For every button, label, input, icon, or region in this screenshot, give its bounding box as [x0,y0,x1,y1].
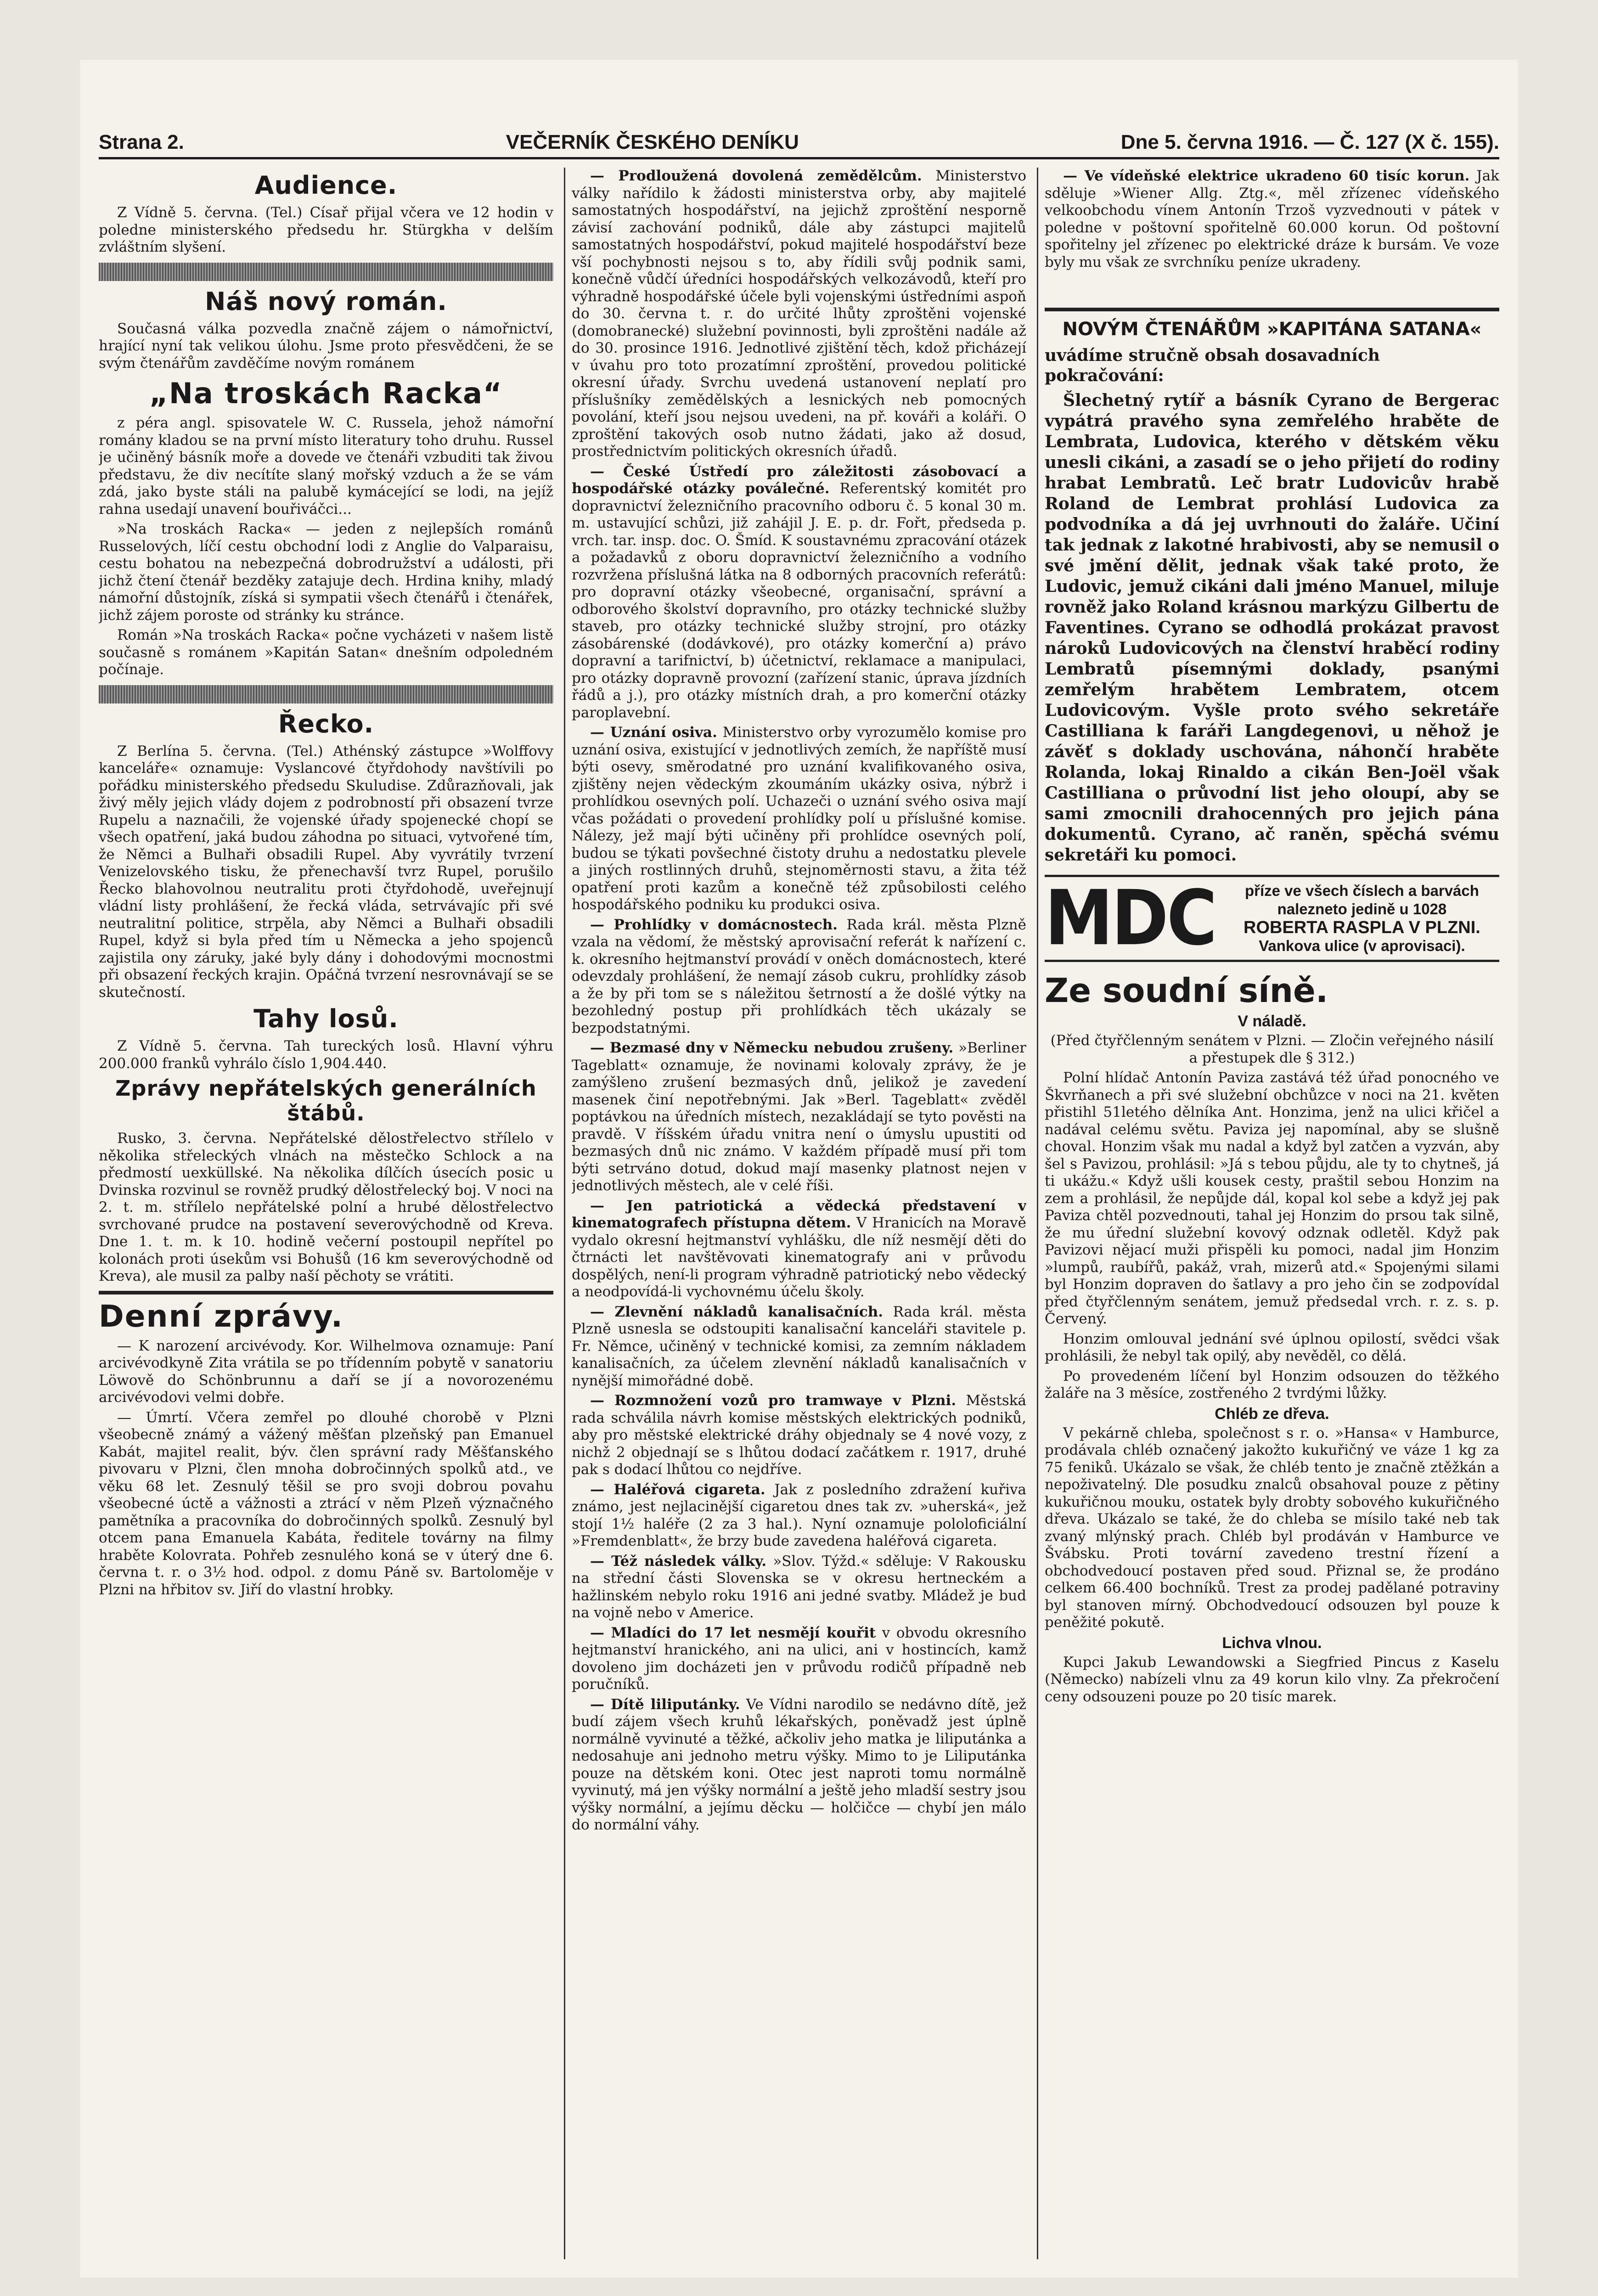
article-body: Z Vídně 5. června. (Tel.) Císař přijal včera ve 12 hodin v poledne ministerského předsedu hr. Stürgkha v delším zvláštním slyšení. [99,204,553,255]
page-number: Strana 2. [99,131,184,153]
news-lead: — Prohlídky v domácnostech. [590,916,838,933]
case-body: Kupci Jakub Lewandowski a Siegfried Pincus z Kaselu (Německo) nabízeli vlnu za 49 korun kilo vlny. Za překročení ceny odsouzeni pouze po 20 tisíc marek. [1045,1654,1499,1705]
newspaper-page [80,60,1518,2278]
news-item [572,1625,1026,1694]
page-header [99,122,1499,154]
article-body: Román »Na troskách Racka« počne vycházeti v našem listě současně s románem »Kapitán Satan« dnešním odpoledném počínaje. [99,627,553,678]
case-body: Polní hlídač Antonín Paviza zastává též úřad ponocného ve Škvrňanech a při své služební obchůzce v noci na 21. květen přistihl 51letého dělníka Ant. Honzima, jenž na ulici křičel a nadával celému světu. Paviza jej napomínal, aby se slušně choval. Honzim však mu nadal a když byl zatčen a vyzván, aby šel s Pavizou, prohlásil: »Já s tebou půjdu, ale ty to chytneš, já ti ukážu.« Když ušli kousek cesty, praštil sebou Honzim na zem a prohlásil, že nepůjde dál, kopal kol sebe a když jej pak Paviza chtěl pozvednouti, tahal jej Honzim do prsou tak silně, že mu úřední služební kovový odznak odletěl. Když pak Pavizovi nějací muži přispěli ku pomoci, nadal jim Honzim »lumpů, raubířů, pakáž, vrah, mizerů atd.« Spojenými silami byl Honzim dopraven do šatlavy a pro jeho čin se zodpovídal před čtyřčlenným senátem, jemuž předsedal vrch. r. z. s. p. Červený. [1045,1069,1499,1327]
news-lead: — Haléřová cigareta. [590,1481,765,1498]
article-body: Současná válka pozvedla značně zájem o námořnictví, hrající nyní tak velikou úlohu. Jsme proto přesvědčeni, že se svým čtenářům zavděčíme novým románem [99,320,553,371]
ornament-divider [99,685,553,703]
news-lead: — Prodloužená dovolená zemědělcům. [590,168,922,184]
news-item [572,1198,1026,1301]
news-item [572,1553,1026,1622]
column-2 [572,168,1026,2259]
ad-line: ROBERTA RASPLA V PLZNI. [1244,918,1480,937]
section-title-soud: Ze soudní síně. [1045,971,1328,1010]
news-text: v obvodu okresního hejtmanství hranického, ani na ulici, ani v hostincích, kamž dovoleno jim docházeti jen v průvodu rodičů případně neb poručníků. [572,1624,1026,1693]
ad-text [1225,882,1499,955]
news-item [572,1696,1026,1834]
news-text: V Hranicích na Moravě vydalo okresní hejtmanství vyhlášku, dle níž nesmějí děti do čtrnácti let navštěvovati kinematografy ani v průvodu dospělých, není-li program výhradně patriotický nebo vědecký a neodpovídá-li vychovnému účelu školy. [572,1215,1026,1300]
news-text: Ministerstvo války nařídilo k žádosti ministerstva orby, aby majitelé samostatných hospodářství, na jejichž zproštění nesporně závisí zachování podniků, dále aby zástupci majitelů samostatných hospodářství, pokud majitelé hospodářství beze vší pochybnosti nejsou s to, aby řídili svůj podnik sami, konečně vůdčí úředníci hospodářských velkozávodů, kteří pro výhradně hospodářské účele byli vojenskými ústředními aspoň do 30. června t. r. do určité lhůty zproštěni vojenské (domobranecké) služební povinnosti, byli zproštěni nadále až do 30. prosince 1916. Jednotlivé zjištění těch, kdož přicházejí v úvahu pro toto prozatímní zproštění, provedou politické okresní úřady. Svrchu uvedená ustanovení neplatí pro příslušníky zemědělských a lesnických neb pomocných povolání, kteří jsou nejsou uvedeni, na př. kováři a koláři. O zproštění takových osob nutno žádati, jako až dosud, prostřednictvím politických okresních úřadů. [572,168,1026,460]
news-lead: — Bezmasé dny v Německu nebudou zrušeny. [590,1040,954,1056]
article-title-recko: Řecko. [278,709,374,738]
news-item [572,1040,1026,1195]
news-lead: — Dítě liliputánky. [590,1696,740,1713]
news-lead: — České Ústředí pro záležitosti zásobovací a hospodářské otázky poválečné. [572,463,1026,497]
header-rule [99,157,1499,159]
article-title-zpravy: Zprávy nepřátelských generálních štábů. [115,1076,537,1125]
news-text: Jak sděluje »Wiener Allg. Ztg.«, měl zřízenec vídeňského velkoobchodu vínem Antonín Trzoš vyzvednouti v pátek v poledne v poštovní spořitelně 60.000 korun. Od poštovní spořitelny jel zřízenec po elektrické dráze k bursám. Ve voze byly mu však ze svrchníku peníze ukradeny. [1045,168,1499,270]
article-body: — Úmrtí. Včera zemřel po dlouhé chorobě v Plzni všeobecně známý a vážený měšťan plzeňský pan Emanuel Kabát, majitel realit, býv. člen správní rady Měšťanského pivovaru v Plzni, člen mnoha dobročinných spolků atd., ve věku 68 let. Zesnulý těšil se pro svoji dobrou povahu všeobecné úctě a vážnosti a ztrácí v něm Plzeň význačného pamětníka a pracovníka do dobročinných spolků. Zesnulý byl otcem pana Emanuela Kabáta, ředitele továrny na filmy hraběte Kolovrata. Pohřeb zesnulého koná se v úterý dne 6. června t. r. o 3½ hod. odpol. z domu Páně sv. Bartoloměje v Plzni na hřbitov sv. Jiří do vlastní hrobky. [99,1409,553,1598]
article-body: z péra angl. spisovatele W. C. Russela, jehož námořní romány kladou se na první místo literatury toho druhu. Russel je učiněný básník moře a dovede ve čtenáři vzbuditi tak živou představu, že div necítíte slaný mořský vzduch a že se vám zdá, jako byste stáli na palubě kymácející se lodi, na jejíž rahna usedají unavení bouřiváčci... [99,415,553,518]
article-body: Z Vídně 5. června. Tah tureckých losů. Hlavní výhru 200.000 franků vyhrálo číslo 1,904.440. [99,1038,553,1072]
news-text: Ve Vídni narodilo se nedávno dítě, jež budí zájem všech kruhů lékařských, poněvadž jest úplně normálně vyvinuté a těžké, ačkoliv jeho matka je liliputánka a nedosahuje ani jednoho metru výšky. Mimo to je Liliputánka pouze na dětském koni. Otec jest naproti tomu normálně vyvinutý, má jen výšky normální a ještě jeho mladší sestry jsou výšky normální, a jejímu děcku — holčičce — chybí jen málo do normální váhy. [572,1696,1026,1833]
column-divider [564,168,565,2259]
ad-line: příze ve všech číslech a barvách [1244,882,1479,899]
news-lead: — Rozmnožení vozů pro tramwaye v Plzni. [590,1392,957,1409]
column-divider [1037,168,1038,2259]
ad-logo: MDC [1045,874,1215,962]
news-text: Městská rada schválila návrh komise městských elektrických podniků, aby pro městské elektrické dráhy objednaly se 4 nové vozy, z nichž 2 objednají se s lhůtou dodací začátkem r. 1917, druhé pak s dodací lhůtou co nejdříve. [572,1392,1026,1478]
case-body: Honzim omlouval jednání své úplnou opilostí, svědci však prohlásili, že nebyl tak opilý, aby nevěděl, co dělá. [1045,1330,1499,1364]
article-body: »Na troskách Racka« — jeden z nejlepších románů Russelových, líčí cestu obchodní lodi z Anglie do Valparaisu, cestu bohatou na nebezpečná dobrodružství a události, při jichž čtení čtenář bezděky zatajuje dech. Hrdina knihy, mladý námořní důstojník, získá si sympatii všech čtenářů i čtenářek, jichž zájem poroste od stránky ku stránce. [99,521,553,624]
news-text: Ministerstvo orby vyrozumělo komise pro uznání osiva, existující v jednotlivých zemích, že napříště musí býti osevy, směrodatné pro uznání kvalifikovaného osiva, zjištěny nejen vědeckým zkoumáním ukázky osiva, nýbrž i prohlídkou osevných polí. Uchazeči o uznání svého osiva mají včas požádati o provedení prohlídky polí u příslušné komise. Nálezy, jež mají býti učiněny při prohlídce osevných polí, budou se týkati povšechné čistoty druhu a nedostatku plevele a jiných rostlinných druhů, stejnoměrnosti stavu, a žita též opatření proti kazům a konečně též způsobilosti celého hospodářského podniku ku produkci osiva. [572,724,1026,913]
news-lead: — Ve vídeňské elektrice ukradeno 60 tisíc korun. [1063,168,1470,184]
article-body: Rusko, 3. června. Nepřátelské dělostřelectvo střílelo v několika střeleckých vlnách na městečko Schlock a na předmostí uexküllské. Na několika dílčích úsecích posic u Dvinska rozvinul se rovněž prudký dělostřelecký boj. V noci na 2. t. m. střílelo nepřátelské polní a hrubé dělostřelectvo svrchované prudce na postavení severovýchodně od Kreva. Dne 1. t. m. k 10. hodině večerní postoupil nepřítel po kolonách proti úsekům vsi Bohušů (16 km severovýchodně od Kreva), ale musil za palby naší pěchoty se vrátiti. [99,1130,553,1284]
article-title-tahy: Tahy losů. [253,1004,399,1033]
news-item [572,168,1026,461]
news-item [572,1304,1026,1390]
section-rule [1045,308,1499,311]
news-item [572,463,1026,722]
column-3 [1045,168,1499,2259]
masthead: VEČERNÍK ČESKÉHO DENÍKU [506,131,799,153]
case-subtitle: (Před čtyřčlenným senátem v Plzni. — Zločin veřejného násilí a přestupek dle § 312.) [1050,1032,1494,1066]
case-body: Po provedeném líčení byl Honzim odsouzen do těžkého žaláře na 3 měsíce, zostřeného 2 tvrdými lůžky. [1045,1367,1499,1401]
article-body: Z Berlína 5. června. (Tel.) Athénský zástupce »Wolffovy kanceláře« oznamuje: Vyslancové čtyřdohody navštívili po pořádku ministerského předsedu Skuludise. Zdůrazňovali, jak živý měly jejich vlády dojem z podrobností při obsazení tvrze Rupelu a naznačili, že vojenské úřady spojenecké chopí se všech opatření, jaká budou záhodna po situaci, vytvořené tím, že Němci a Bulhaři obsadili Rupel. Aby vyvrátily tvrzení Venizelovského tisku, že přenechavší tvrz Rupel, porušilo Řecko blahovolnou neutralitu proti čtyřdohodě, uveřejnují vládní listy prohlášení, že řecká vláda, setrvávajíc při své neutralitní politice, strpěla, aby Němci a Bulhaři obsadili Rupel, když si byla před tím u Německa a jeho spojenců zajistila ony záruky, jaké byly dány i dohodovými mocnostmi při obsazení řeckých krajin. Opáčná tvrzení nesrovnávají se se skutečností. [99,743,553,1001]
news-item [1045,168,1499,271]
news-item [572,724,1026,914]
news-item [572,1392,1026,1479]
case-body: V pekárně chleba, společnost s r. o. »Hansa« v Hamburce, prodávala chléb označený jakožto kukuřičný ve váze 1 kg za 75 feniků. Ukázalo se však, že chléb tento je značně ztěžkán a nepoživatelný. Dle posudku znalců obsahoval pouze z pětiny kukuřičnou mouku, ostatek byly drobty sobového kukuřičného dřeva. Ukázalo se také, že do chleba se mísilo také neb tak zvaný mlýnský prach. Chléb byl prodáván v Hamburce ve Švábsku. Proti tovární zavedeno trestní řízení a obchodvedoucí postaven před soud. Přiznal se, že prodáno celkem 66.400 bochníků. Trest za prodej padělané potraviny byl stanoven mírný. Obchodvedoucí odsouzen byl pouze k peněžité pokutě. [1045,1424,1499,1631]
news-lead: — Uznání osiva. [590,724,717,741]
news-lead: — Zlevnění nákladů kanalisačních. [590,1303,883,1320]
article-title-roman: Náš nový román. [205,287,447,316]
notice-body: Šlechetný rytíř a básník Cyrano de Bergerac vypátrá pravého syna zemřelého hraběte de Lembrata, Ludovica, kterého v dětském věku unesli cikáni, a zasadí se o jeho přijetí do rodiny hrabat Lembratů. Leč bratr Ludovicův hrabě Roland de Lembrat prohlásí Ludovica za podvodníka a dá jej uvrhnouti do žaláře. Učiní tak jednak z lakotné hrabivosti, aby se nemusil o své jmění dělit, jednak však také proto, že Ludovic, jemuž cikáni dali jméno Manuel, miluje rovněž jako Roland krásnou markýzu Gilbertu de Faventines. Cyrano se odhodlá prokázat pravost nároků Ludovicových na členství hraběcí rodiny Lembratů písemnými doklady, psanými zemřelým hrabětem Lembratem, otcem Ludovicovým. Vyšle proto svého sekretáře Castilliana k faráři Langdegenovi, u něhož je závěť s doklady uschována, náhončí hraběte Rolanda, lokaj Rinaldo a cikán Ben-Joël však Castilliana o průvodní list jeho oloupí, aby se sami zmocnili drahocenných pro jejich pána dokumentů. Cyrano, ač raněn, spěchá svému sekretáři ku pomoci. [1045,391,1499,865]
case-title: V náladě. [1238,1013,1306,1030]
novel-title: „Na troskách Racka“ [149,377,503,410]
section-rule [99,1291,553,1294]
article-title-audience: Audience. [254,171,398,200]
case-title: Chléb ze dřeva. [1215,1405,1329,1423]
ornament-divider [99,263,553,281]
ad-line: nalezneto jedině u 1028 [1277,900,1447,917]
news-text: Rada král. města Plzně vzala na vědomí, že městský aprovisační referát k nařízení c. k. okresního hejtmanství provádí v oněch domácnostech, které odevzdaly prohlášení, že nemají zásob cukru, prohlídky zásob a že by při tom se s náležitou šetrností a že došlé výtky na bezohledný postup při prohlídkách těch ukázaly se bezpodstatnými. [572,916,1026,1036]
issue-date: Dne 5. června 1916. — Č. 127 (X č. 155). [1120,131,1499,153]
news-item [572,1481,1026,1550]
news-item [572,917,1026,1037]
news-text: Jak z posledního zdražení kuřiva známo, jest nejlacinější cigaretou dnes tak zv. »uherská«, jež stojí 1½ haléře (2 za 3 hal.). Nyní oznamuje pololoficiální »Fremdenblatt«, že brzy bude zavedena haléřová cigareta. [572,1481,1026,1549]
notice-intro: uvádíme stručně obsah dosavadních pokračování: [1045,346,1380,385]
article-body: — K narození arcivévody. Kor. Wilhelmova oznamuje: Paní arcivévodkyně Zita vrátila se po třídenním pobytě v sanatoriu Löwově do Schönbrunnu a daří se jí a novorozenému arcivévodovi velmi dobře. [99,1337,553,1406]
news-lead: — Mladíci do 17 let nesmějí kouřit [590,1624,876,1641]
column-1 [99,168,553,2259]
news-lead: — Jen patriotická a vědecká představení v kinematografech přístupna dětem. [572,1197,1026,1231]
news-lead: — Též následek války. [590,1553,767,1570]
ad-line: Vankova ulice (v aprovisaci). [1259,937,1465,954]
news-text: »Berliner Tageblatt« oznamuje, že novinami kolovaly zprávy, že je zamýšleno zrušení bezmasých dnů, jelikož je zavedení masenek činí nepotřebnými. Jak »Berl. Tageblatt« zvěděl poptávkou na úředních místech, nezakládají se tyto pověsti na pravdě. V říšském úřadu vnitra není o úmyslu upustiti od bezmasých dnů nic známo. V každém případě musí při tom býti setrváno dotud, dokud mají masenky platnost nejen v jednotlivých městech, ale v celé říši. [572,1040,1026,1194]
news-text: »Slov. Týžd.« sděluje: V Rakousku na střední části Slovenska se v okresu hertneckém a hažlinském nebylo roku 1916 ani jedné svatby. Mládež je bud na vojně nebo v Americe. [572,1553,1026,1621]
advertisement [1045,875,1499,962]
section-title-denni: Denní zprávy. [99,1298,343,1334]
news-text: Referentský komitét pro dopravnictví železničního pracovního odboru č. 5 konal 30 m. m. ustavující schůzi, již zahájil J. E. p. dr. Fořt, předseda p. vrch. tar. insp. doc. O. Šmíd. K soustavnému zpracování otázek a požadavků z oboru dopravnictví železničního a vodního rozvržena příslušná látka na 8 odborných pracovních referátů: pro dopravní otázky všeobecné, organisační, správní a odborového školství dopravního, pro otázky technické služby staveb, pro otázky technické služby strojní, pro otázky zásobárenské (dodávkové), pro otázky komerční a) právo dopravní a tarifnictví, b) účetnictví, reklamace a manipulaci, pro otázky dopravně provozní (zařízení stanic, úprava jízdních řádů a j.), pro otázky místních drah, a pro komerční otázky paroplavební. [572,480,1026,721]
notice-title: NOVÝM ČTENÁŘŮM »KAPITÁNA SATANA« [1062,319,1482,340]
case-title: Lichva vlnou. [1222,1634,1322,1652]
news-text: Rada král. města Plzně usnesla se odstoupiti kanalisační kanceláři stavitele p. Fr. Němce, učiněný v technické komisi, za zemním nákladem kanalisačních, za účelem zlevnění nákladů kanalisačních v nynější mimořádné době. [572,1303,1026,1389]
